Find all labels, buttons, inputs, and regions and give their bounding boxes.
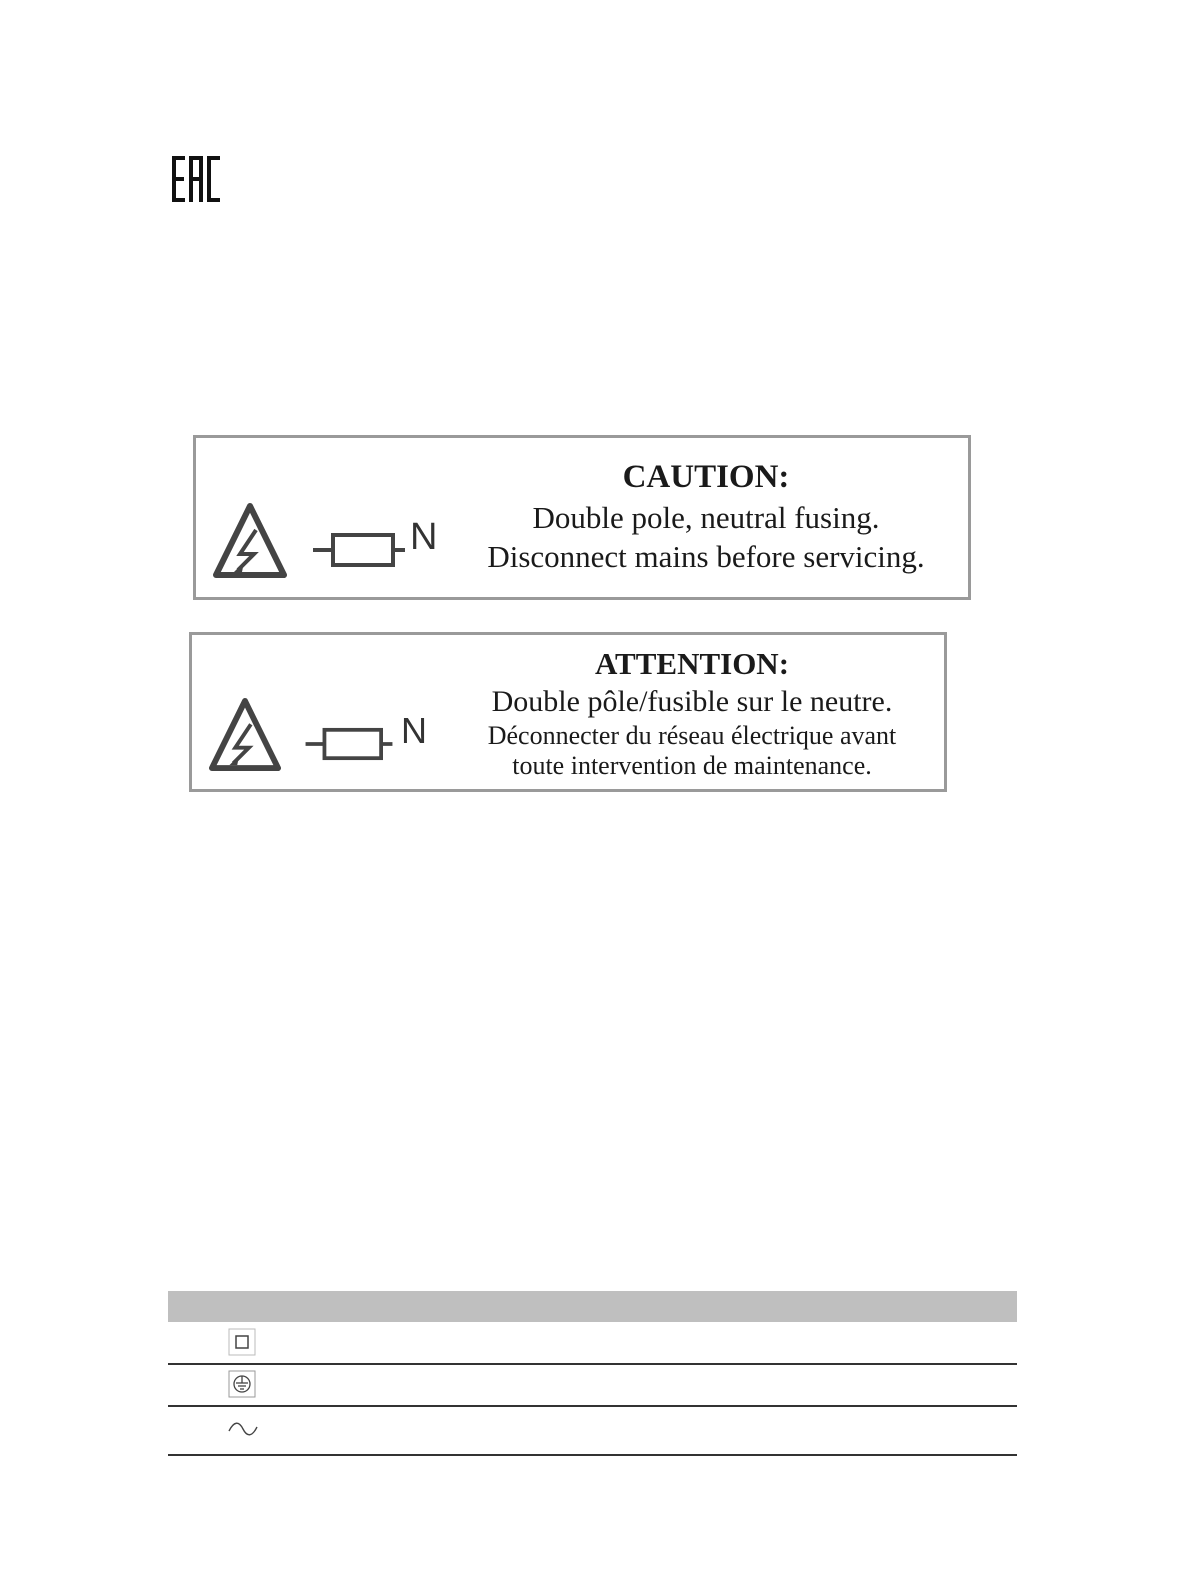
caution-label: [193, 435, 971, 600]
alternating-current-icon: [228, 1421, 258, 1437]
caution-line-2: Disconnect mains before servicing.: [487, 539, 925, 574]
attention-line-2: Déconnecter du réseau électrique avant: [487, 721, 897, 750]
table-row: [168, 1322, 1017, 1365]
fuse-icon: [313, 532, 405, 568]
fuse-icon: [305, 727, 393, 761]
attention-label: [189, 632, 947, 792]
symbol-table: [168, 1291, 1017, 1456]
table-row: [168, 1407, 1017, 1456]
caution-heading: CAUTION:: [622, 459, 790, 495]
attention-line-3: toute intervention de maintenance.: [512, 751, 872, 780]
attention-text: [452, 645, 932, 781]
table-row: [168, 1365, 1017, 1407]
attention-heading: ATTENTION:: [594, 646, 790, 681]
table-header: [168, 1291, 1017, 1322]
protective-earth-icon: [228, 1370, 256, 1398]
caution-line-1: Double pole, neutral fusing.: [532, 500, 880, 535]
eac-logo: [172, 156, 220, 202]
caution-text: [461, 456, 951, 576]
electric-shock-warning-icon: [212, 502, 288, 580]
neutral-letter: N: [410, 516, 438, 558]
electric-shock-warning-icon: [208, 697, 282, 773]
neutral-letter: N: [401, 710, 427, 751]
attention-line-1: Double pôle/fusible sur le neutre.: [491, 685, 893, 718]
double-insulation-icon: [228, 1328, 256, 1356]
